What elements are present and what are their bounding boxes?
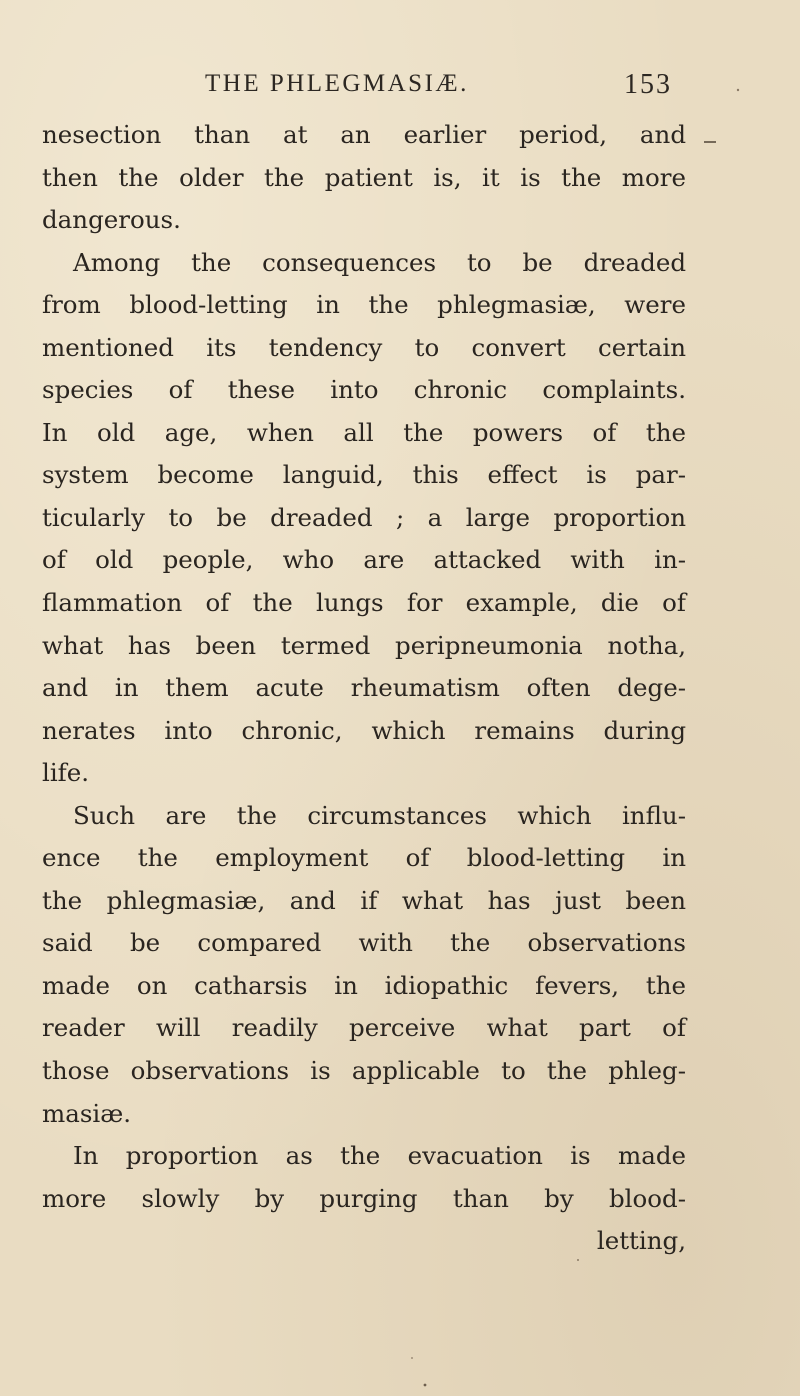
text-line: the phlegmasiæ, and if what has just been <box>42 885 686 915</box>
text-line: In old age, when all the powers of the <box>42 417 686 447</box>
text-line: what has been termed peripneumonia notha, <box>42 630 686 660</box>
running-head <box>0 70 800 106</box>
text-line: made on catharsis in idiopathic fevers, the <box>42 970 686 1000</box>
text-line: mentioned its tendency to convert certain <box>42 332 686 362</box>
text-line: those observations is applicable to the phleg- <box>42 1056 686 1086</box>
text-line: nesection than at an earlier period, and <box>42 120 686 149</box>
text-line: ence the employment of blood-letting in <box>42 843 686 873</box>
text-line: said be compared with the observations <box>42 928 686 958</box>
text-line: species of these into chronic complaints. <box>42 375 686 405</box>
paper-speck <box>424 1384 427 1387</box>
text-line: life. <box>42 758 90 788</box>
page-number: 153 <box>624 69 672 100</box>
paper-speck <box>411 1357 413 1359</box>
paragraph-start-line: In proportion as the evacuation is made <box>73 1141 686 1171</box>
paragraph-start-line: Among the consequences to be dreaded <box>73 247 686 277</box>
text-line: dangerous. <box>42 205 181 235</box>
text-line: flammation of the lungs for example, die of <box>42 588 686 618</box>
text-line: and in them acute rheumatism often dege- <box>42 673 686 703</box>
text-line: from blood-letting in the phlegmasiæ, were <box>42 290 686 320</box>
catchword-line: letting, <box>596 1226 686 1256</box>
text-line: more slowly by purging than by blood- <box>42 1183 686 1213</box>
paragraph-start-line: Such are the circumstances which influ- <box>73 800 686 830</box>
body-text <box>42 114 686 1263</box>
text-line: ticularly to be dreaded ; a large proportion <box>42 502 686 532</box>
text-line: of old people, who are attacked with in- <box>42 545 686 575</box>
text-line: system become languid, this effect is par- <box>42 460 686 490</box>
text-line: masiæ. <box>42 1098 132 1128</box>
text-line: nerates into chronic, which remains during <box>42 715 686 745</box>
text-line: reader will readily perceive what part of <box>42 1013 686 1043</box>
text-line: then the older the patient is, it is the more <box>42 162 686 192</box>
running-title: THE PHLEGMASIÆ. <box>205 70 469 97</box>
